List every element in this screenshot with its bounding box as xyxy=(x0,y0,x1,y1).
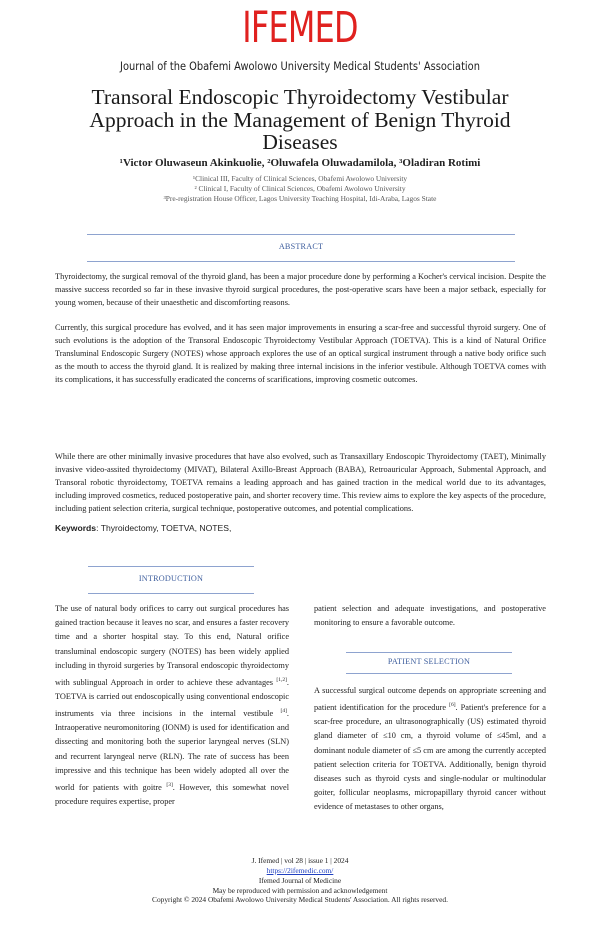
intro-text-part-2: . TOETVA is carried out endoscopically using conventional endoscopic instruments via three incisions in the internal vestibule xyxy=(55,677,289,718)
patient-selection-bottom-rule xyxy=(346,673,512,674)
journal-name: Journal of the Obafemi Awolowo University Medical Students' Association xyxy=(120,60,480,73)
intro-text-part-3: . Intraoperative neuromonitoring (IONM) is used for identification and dissecting and monitoring both the superior laryngeal nerves (SLN) and recurrent laryngeal nerve (RLN). The rate of success has been impressive and this technique has been widely adopted all over the world for patients with goitre xyxy=(55,708,289,792)
keywords xyxy=(55,523,231,533)
citation-ref: [6] xyxy=(449,702,456,709)
affiliation-3: ³Pre-registration House Officer, Lagos University Teaching Hospital, Idi-Araba, Lagos State xyxy=(163,194,437,203)
abstract-paragraph-2: Currently, this surgical procedure has evolved, and it has seen major improvements in ensuring a scar-free and successful thyroid surgery. One of such evolutions is the adoption of the Transoral Endoscopic Thyroidectomy Vestibular Approach (TOETVA). This is a kind of Natural Orifice Transluminal Endoscopic Surgery (NOTES) whose approach explores the use of an optical surgical instrument through a native body orifice such as the mouth to access the thyroid gland. It is realized by making three internal incisions in the inferior vestibule. Although TOETVA comes with its complications, it has successfully eradicated the concerns of scarifications, improving cosmetic outcomes. xyxy=(55,323,546,384)
footer-permission: May be reproduced with permission and acknowledgement xyxy=(212,886,388,895)
affiliation-1: ¹Clinical III, Faculty of Clinical Sciences, Obafemi Awolowo University xyxy=(192,174,408,183)
keywords-list: : Thyroidectomy, TOETVA, NOTES, xyxy=(96,523,232,533)
patient-selection-text xyxy=(314,684,546,815)
journal-website-link[interactable]: https://2ifemedic.com/ xyxy=(266,866,334,875)
introduction-top-rule xyxy=(88,566,254,567)
patient-text-part-1: A successful surgical outcome depends on appropriate screening and patient identification for the procedure xyxy=(314,686,546,712)
citation-ref: [4] xyxy=(280,708,287,715)
affiliation-2: ² Clinical I, Faculty of Clinical Sciences, Obafemi Awolowo University xyxy=(194,184,406,193)
patient-selection-heading: PATIENT SELECTION xyxy=(387,657,471,666)
abstract-paragraph-3: While there are other minimally invasive procedures that have also evolved, such as Transaxillary Endoscopic Thyroidectomy (TAET), Minimally invasive video-assited thyroidectomy (MIVAT), Bilateral Axillo-Breast Approach (BABA), Retroauricular Approach, Submental Approach, and Transoral robotic thyroidectomy, TOETVA remains a leading approach and has gained traction in the medical world due to its advantages, including improved cosmetics, reduced postoperative pain, and shorter recovery time. This review aims to explore the key aspects of the procedure, including patient selection criteria, surgical technique, postoperative outcomes, and potential complications. xyxy=(55,452,546,513)
citation-ref: [3] xyxy=(166,781,173,788)
journal-logo-wordmark: IFEMED xyxy=(242,3,358,53)
introduction-bottom-rule xyxy=(88,593,254,594)
footer-journal-name: Ifemed Journal of Medicine xyxy=(258,876,342,885)
introduction-continuation: patient selection and adequate investigations, and postoperative monitoring to ensure a favorable outcome. xyxy=(314,604,546,628)
abstract-bottom-rule xyxy=(87,261,515,262)
abstract-paragraph-1: Thyroidectomy, the surgical removal of the thyroid gland, has been a major procedure done by performing a Kocher's cervical incision. Despite the massive success recorded so far in these invasive thyroid surgical procedures, the post-operative scars have been a major setback, especially for young women, because of their unaesthetic and discomforting reasons. xyxy=(55,272,546,307)
author-list: ¹Victor Oluwaseun Akinkuolie, ²Oluwafela Oluwadamilola, ³Oladiran Rotimi xyxy=(119,157,481,169)
footer-citation: J. Ifemed | vol 28 | issue 1 | 2024 xyxy=(251,856,349,865)
footer-link-line xyxy=(0,866,600,875)
article-title: Transoral Endoscopic Thyroidectomy Vestibular Approach in the Management of Benign Thyroid Diseases xyxy=(89,85,511,154)
abstract-top-rule xyxy=(87,234,515,235)
intro-text-part-4: . However, this somewhat novel procedure requires expertise, proper xyxy=(55,782,289,806)
introduction-heading: INTRODUCTION xyxy=(138,574,204,583)
intro-text-part-1: The use of natural body orifices to carry out surgical procedures has gained traction because it leaves no scar, and ensures a faster recovery time and a shorter hospital stay. To this end, Natural orifice transluminal endoscopic surgery (NOTES) has been widely applied including in thyroid surgeries by Transoral endoscopic thyroidectomy with sublingual Approach in order to achieve these advantages xyxy=(55,604,289,687)
keywords-label: Keywords xyxy=(55,523,97,533)
citation-ref: [1,2] xyxy=(276,677,287,684)
abstract-heading: ABSTRACT xyxy=(278,242,324,251)
footer-copyright: Copyright © 2024 Obafemi Awolowo University Medical Students' Association. All rights reserved. xyxy=(152,895,448,904)
patient-selection-top-rule xyxy=(346,652,512,653)
patient-text-part-2: . Patient's preference for a scar-free procedure, an ultrasonographically (US) estimated thyroid gland diameter of ≤10 cm, a thyroid volume of ≤45ml, and a dominant nodule diameter of ≤5 cm are among the currently accepted patient selection criteria for TOETVA. Additionally, benign thyroid diseases such as thyroid cysts and single-nodular or multinodular goiter, follicular neoplasms, micropapillary thyroid cancer without evidence of metastases to other organs, xyxy=(314,702,546,812)
introduction-text xyxy=(55,602,289,809)
